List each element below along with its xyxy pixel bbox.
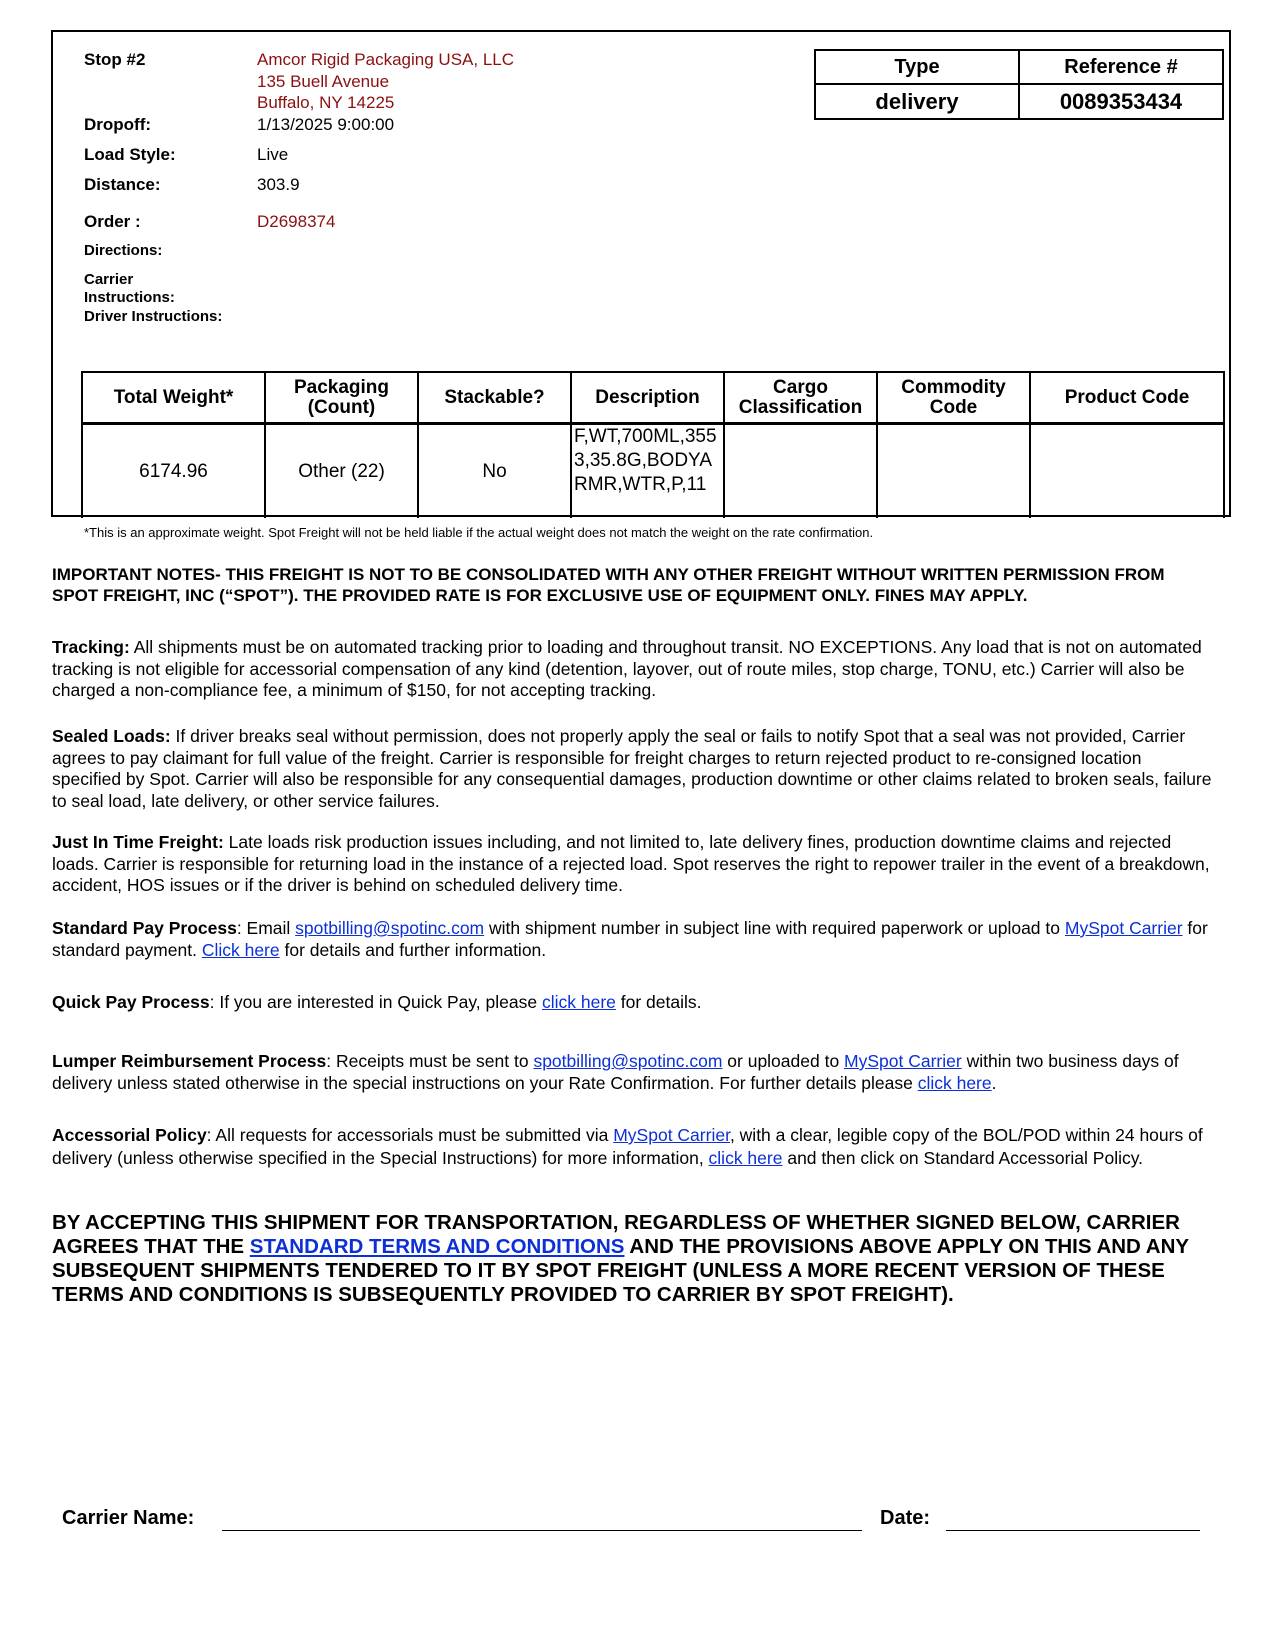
dropoff-value: 1/13/2025 9:00:00 [257,115,395,134]
standard-pay-click-here-link[interactable]: Click here [201,939,280,960]
table-row [82,424,1224,519]
lumper-text-2: or uploaded to [722,1051,845,1071]
accessorial-text-1: : All requests for accessorials must be submitted via [206,1125,614,1145]
cell-commodity-code [877,424,1030,519]
jit-paragraph [52,832,1212,897]
myspot-carrier-link[interactable]: MySpot Carrier [1064,918,1183,938]
quick-pay-text-1: : If you are interested in Quick Pay, please [209,992,542,1012]
standard-pay-text-3: for standard payment. [52,918,1208,960]
accessorial-paragraph [52,1124,1212,1169]
reference-value: 0089353434 [1019,84,1223,119]
lumper-myspot-carrier-link[interactable]: MySpot Carrier [844,1051,962,1071]
stop-address-line1: 135 Buell Avenue [257,72,390,91]
sealed-loads-label: Sealed Loads: [52,726,171,746]
jit-label: Just In Time Freight: [52,832,224,852]
carrier-name-line[interactable] [222,1530,862,1531]
order-value: D2698374 [257,212,336,231]
dropoff-label: Dropoff: [84,115,152,134]
quick-pay-text-2: for details. [615,992,702,1012]
acceptance-terms [52,1211,1227,1307]
quick-pay-paragraph [52,992,1212,1014]
load-style-value: Live [257,145,289,164]
lumper-paragraph [52,1051,1212,1094]
standard-pay-text-2: with shipment number in subject line with required paperwork or upload to [484,918,1065,938]
driver-instructions-label: Driver Instructions: [84,308,223,325]
cell-stackable: No [418,424,571,519]
accessorial-label: Accessorial Policy [52,1125,207,1145]
stop-label: Stop #2 [84,50,146,69]
lumper-text-1: : Receipts must be sent to [326,1051,534,1071]
stop-address-line2: Buffalo, NY 14225 [257,93,395,112]
header-product-code: Product Code [1030,372,1224,424]
cell-packaging: Other (22) [265,424,418,519]
carrier-name-label: Carrier Name: [62,1507,195,1529]
weight-disclaimer: *This is an approximate weight. Spot Freight will not be held liable if the actual weight does not match the weight on the rate confirmation. [84,525,874,540]
reference-header: Reference # [1019,50,1223,84]
sealed-loads-paragraph [52,726,1212,812]
date-label: Date: [880,1507,931,1529]
directions-label: Directions: [84,242,163,259]
load-style-label: Load Style: [84,145,176,164]
accessorial-text-3: and then click on Standard Accessorial Policy. [782,1147,1144,1168]
spotbilling-email-link[interactable]: spotbilling@spotinc.com [295,918,485,938]
standard-pay-text-1: : Email [236,918,296,938]
lumper-text-4: . [991,1072,997,1093]
accessorial-click-here-link[interactable]: click here [708,1147,783,1168]
distance-value: 303.9 [257,175,300,194]
header-description: Description [571,372,724,424]
distance-label: Distance: [84,175,161,194]
accessorial-text-2: , with a clear, legible copy of the BOL/POD within 24 hours of delivery (unless otherwise specified in the Special Instructions) for more information, [52,1125,1203,1168]
type-header: Type [815,50,1019,84]
date-line[interactable] [946,1530,1200,1531]
accessorial-myspot-carrier-link[interactable]: MySpot Carrier [613,1125,730,1145]
lumper-text-3: within two business days of delivery unless stated otherwise in the special instructions on your Rate Confirmation. For further details please [52,1051,1179,1093]
reference-table [814,49,1224,120]
lumper-email-link[interactable]: spotbilling@spotinc.com [533,1051,723,1071]
acceptance-text-1: BY ACCEPTING THIS SHIPMENT FOR TRANSPORTATION, REGARDLESS OF WHETHER SIGNED BELOW, CARRIER AGREES THAT THE [52,1211,1180,1258]
carrier-instructions-label-1: Carrier [84,271,134,288]
header-total-weight: Total Weight* [82,372,265,424]
standard-pay-text-4: for details and further information. [279,939,547,960]
header-stackable: Stackable? [418,372,571,424]
stop-company: Amcor Rigid Packaging USA, LLC [257,50,515,69]
lumper-label: Lumper Reimbursement Process [52,1051,327,1071]
acceptance-text-2: AND THE PROVISIONS ABOVE APPLY ON THIS AND ANY SUBSEQUENT SHIPMENTS TENDERED TO IT BY SPOT FREIGHT (UNLESS A MORE RECENT VERSION OF THESE TERMS AND CONDITIONS IS SUBSEQUENTLY PROVIDED TO CARRIER BY SPOT FREIGHT). [52,1235,1189,1306]
cargo-table [81,371,1225,518]
header-packaging: Packaging (Count) [265,372,418,424]
standard-terms-link[interactable]: STANDARD TERMS AND CONDITIONS [249,1235,625,1258]
header-cargo-classification: Cargo Classification [724,372,877,424]
lumper-click-here-link[interactable]: click here [917,1072,992,1093]
standard-pay-label: Standard Pay Process [52,918,237,938]
type-value: delivery [815,84,1019,119]
tracking-label: Tracking: [52,637,130,657]
cell-description: F,WT,700ML,3553,35.8G,BODYARMR,WTR,P,11 [571,424,724,519]
cell-total-weight: 6174.96 [82,424,265,519]
sealed-loads-text: If driver breaks seal without permission, does not properly apply the seal or fails to notify Spot that a seal was not provided, Carrier agrees to pay claimant for full value of the freight. Carrier is responsible for freight charges to return rejected product to re-consigned location specified by Spot. Carrier will also be responsible for any consequential damages, production downtime or other claims related to broken seals, failure to seal load, late delivery, or other service failures. [52,726,1212,811]
tracking-text: All shipments must be on automated tracking prior to loading and throughout transit. NO EXCEPTIONS. Any load that is not on automated tracking is not eligible for accessorial compensation of any kind (detention, layover, out of route miles, stop charge, TONU, etc.) Carrier will also be charged a non-compliance fee, a minimum of $150, for not accepting tracking. [52,637,1202,700]
carrier-instructions-label-2: Instructions: [84,289,175,306]
header-commodity-code: Commodity Code [877,372,1030,424]
tracking-paragraph [52,637,1212,702]
order-label: Order : [84,212,141,231]
standard-pay-paragraph [52,918,1212,961]
quick-pay-label: Quick Pay Process [52,992,210,1012]
cell-cargo-classification [724,424,877,519]
jit-text: Late loads risk production issues including, and not limited to, late delivery fines, production downtime claims and rejected loads. Carrier is responsible for returning load in the instance of a rejected load. Spot reserves the right to repower trailer in the event of a breakdown, accident, HOS issues or if the driver is behind on scheduled delivery time. [52,832,1210,895]
cell-product-code [1030,424,1224,519]
quick-pay-click-here-link[interactable]: click here [541,992,616,1012]
important-notes: IMPORTANT NOTES- THIS FREIGHT IS NOT TO BE CONSOLIDATED WITH ANY OTHER FREIGHT WITHOUT WRITTEN PERMISSION FROM SPOT FREIGHT, INC (“SPOT”). THE PROVIDED RATE IS FOR EXCLUSIVE USE OF EQUIPMENT ONLY. FINES MAY APPLY. [52,565,1165,605]
